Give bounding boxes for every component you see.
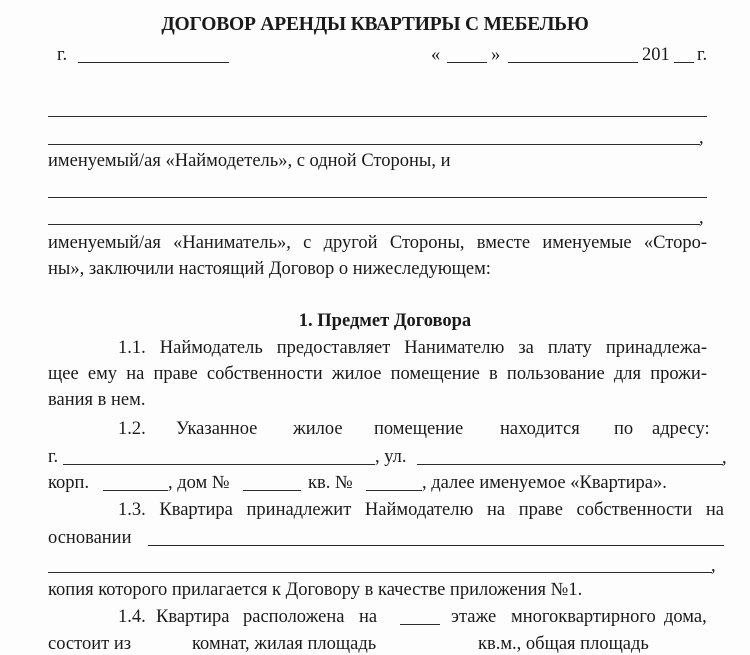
address-tail: , далее именуемое «Квартира». (422, 473, 667, 493)
tenant-name-blank-1[interactable] (48, 197, 707, 198)
address-house-blank[interactable] (243, 490, 301, 491)
address-building-label: корп. (48, 473, 90, 493)
landlord-name-blank-1[interactable] (48, 116, 707, 117)
basis-comma: , (711, 556, 716, 576)
month-blank[interactable] (508, 62, 638, 63)
word: Указанное (176, 419, 258, 439)
year-prefix: 201 (642, 45, 670, 65)
date-open-quote: « (431, 45, 441, 65)
word: по (614, 419, 634, 439)
tenant-comma: , (699, 208, 704, 228)
word: на (359, 607, 378, 627)
clause-number: 1.4. (118, 607, 146, 627)
floor-blank[interactable] (400, 624, 440, 625)
year-blank[interactable] (674, 62, 694, 63)
word: адресу: (652, 419, 710, 439)
clause-1-1-line-1: 1.1. Наймодатель предоставляет Нанимателю за плату принадлежа- (118, 338, 707, 358)
section-1-heading: 1. Предмет Договора (298, 311, 472, 331)
clause-1-3-line-1: 1.3. Квартира принадлежит Наймодателю на праве собственности на (118, 500, 724, 520)
clause-number: 1.2. (118, 419, 146, 439)
clause-1-4-rooms: комнат, жилая площадь (192, 634, 377, 654)
landlord-designation: именуемый/ая «Наймодетель», с одной Стороны, и (48, 151, 451, 171)
word: расположена (243, 607, 345, 627)
clause-1-1-line-2: щее ему на праве собственности жилое помещение в пользование для прожи- (48, 364, 707, 384)
address-city-label: г. (48, 447, 59, 467)
address-flat-label: кв. № (308, 473, 353, 493)
tenant-designation-line-1: именуемый/ая «Наниматель», с другой Стороны, вместе именуемые «Сторо- (48, 233, 707, 253)
clause-1-3-basis-label: основании (48, 528, 132, 548)
city-label: г. (57, 45, 68, 65)
landlord-comma: , (699, 128, 704, 148)
address-street-label: , ул. (375, 447, 407, 467)
city-blank[interactable] (78, 62, 229, 63)
word: этаже (451, 607, 497, 627)
tenant-name-blank-2[interactable] (48, 224, 700, 225)
year-suffix: г. (697, 45, 708, 65)
address-city-blank[interactable] (63, 464, 375, 465)
clause-1-4-sqm: кв.м., общая площадь (478, 634, 649, 654)
address-house-label: , дом № (168, 473, 230, 493)
tenant-designation-line-2: ны», заключили настоящий Договор о нижеследующем: (48, 259, 491, 279)
word: дома, (664, 607, 707, 627)
address-building-blank[interactable] (103, 490, 168, 491)
clause-1-3-line-3: копия которого прилагается к Договору в качестве приложения №1. (48, 580, 583, 600)
ownership-basis-blank-1[interactable] (148, 545, 724, 546)
ownership-basis-blank-2[interactable] (48, 572, 712, 573)
landlord-name-blank-2[interactable] (48, 144, 700, 145)
address-flat-blank[interactable] (366, 490, 422, 491)
day-blank[interactable] (447, 62, 487, 63)
address-street-blank[interactable] (417, 464, 723, 465)
word: многоквартирного (511, 607, 656, 627)
word: Квартира (156, 607, 230, 627)
clause-1-4-consists: состоит из (48, 634, 132, 654)
address-street-comma: , (722, 448, 727, 468)
word: помещение (374, 419, 464, 439)
word: жилое (293, 419, 343, 439)
date-close-quote: » (491, 45, 501, 65)
document-title: ДОГОВОР АРЕНДЫ КВАРТИРЫ С МЕБЕЛЬЮ (161, 14, 589, 35)
clause-1-1-line-3: вания в нем. (48, 390, 146, 410)
word: находится (500, 419, 580, 439)
